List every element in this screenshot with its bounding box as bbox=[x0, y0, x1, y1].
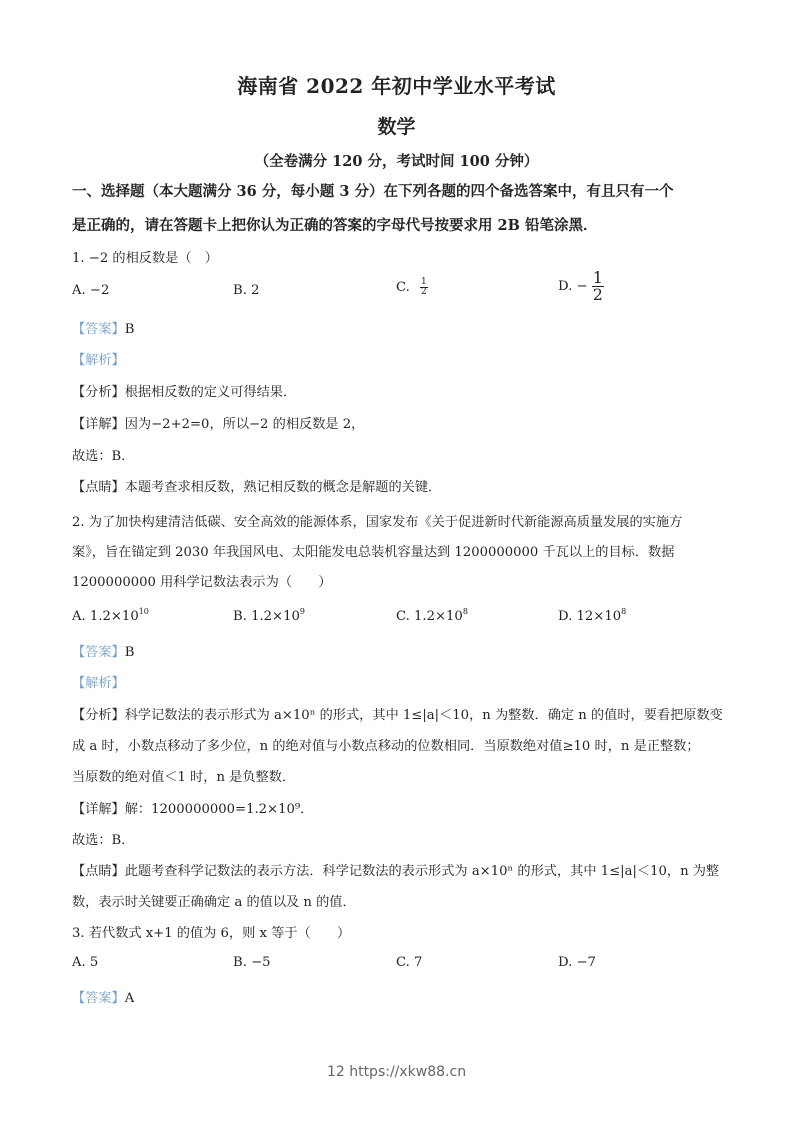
option-text: A. 1.2×10 bbox=[72, 609, 139, 624]
numerator: 1 bbox=[592, 268, 603, 287]
denominator: 2 bbox=[421, 287, 427, 297]
xiangjie-label: 【详解】 bbox=[72, 802, 125, 817]
section-heading-line1: 一、选择题（本大题满分 36 分，每小题 3 分）在下列各题的四个备选答案中，有且只有一个 bbox=[72, 183, 674, 200]
q1-analysis-label: 【解析】 bbox=[72, 353, 125, 368]
fenxi-text: 科学记数法的表示形式为 a×10ⁿ 的形式，其中 1≤|a|＜10，n 为整数．确定 n 的值时，要看把原数变 bbox=[124, 708, 723, 723]
q2-fenxi-line3: 当原数的绝对值＜1 时，n 是负整数． bbox=[72, 770, 296, 785]
dianjing-text: 本题考查求相反数，熟记相反数的概念是解题的关键． bbox=[124, 480, 442, 495]
dianjing-text: 此题考查科学记数法的表示方法．科学记数法的表示形式为 a×10ⁿ 的形式，其中 1≤|a|＜10，n 为整 bbox=[124, 864, 720, 879]
q1-option-d-label: D. − bbox=[558, 279, 588, 294]
exam-subject: 数学 bbox=[377, 116, 416, 138]
q1-option-c-label: C. bbox=[396, 280, 410, 295]
q3-option-a: A. 5 bbox=[72, 955, 99, 970]
q2-option-d bbox=[558, 607, 626, 624]
q2-option-a bbox=[72, 607, 149, 624]
option-text: D. 12×10 bbox=[558, 609, 622, 624]
q2-xiangjie bbox=[72, 798, 313, 817]
q3-option-d: D. −7 bbox=[558, 955, 596, 970]
xiangjie-label: 【详解】 bbox=[72, 417, 125, 432]
exponent: 8 bbox=[621, 607, 627, 616]
q2-stem-line1: 2. 为了加快构建清洁低碳、安全高效的能源体系，国家发布《关于促进新时代新能源高质量发展的实施方 bbox=[72, 515, 683, 530]
option-text: B. 1.2×10 bbox=[233, 609, 300, 624]
q2-stem-line3: 1200000000 用科学记数法表示为（ ） bbox=[72, 575, 332, 590]
q1-option-d bbox=[558, 270, 604, 303]
q2-dianjing-line2: 数，表示时关键要正确确定 a 的值以及 n 的值． bbox=[72, 895, 356, 910]
q1-answer bbox=[72, 318, 134, 337]
fenxi-text: 根据相反数的定义可得结果． bbox=[124, 385, 297, 400]
answer-value: B bbox=[124, 322, 135, 337]
exam-note: （全卷满分 120 分，考试时间 100 分钟） bbox=[254, 153, 539, 170]
xiangjie-text: 解：1200000000=1.2×10⁹． bbox=[124, 802, 314, 817]
fraction bbox=[420, 278, 428, 297]
exponent: 8 bbox=[462, 607, 468, 616]
q2-fenxi-line2: 成 a 时，小数点移动了多少位，n 的绝对值与小数点移动的位数相同．当原数绝对值≥10 时，n 是正整数； bbox=[72, 739, 700, 754]
q2-dianjing-line1 bbox=[72, 860, 719, 879]
option-text: C. 1.2×10 bbox=[396, 609, 463, 624]
q2-answer bbox=[72, 641, 134, 660]
q1-guxuan: 故选：B． bbox=[72, 449, 135, 464]
q2-option-b bbox=[233, 607, 305, 624]
q2-option-c bbox=[396, 607, 468, 624]
q1-xiangjie bbox=[72, 413, 364, 432]
page-footer[interactable]: 12 https://xkw88.cn bbox=[326, 1064, 467, 1080]
answer-label: 【答案】 bbox=[72, 322, 125, 337]
q1-stem: 1. −2 的相反数是（ ） bbox=[72, 251, 218, 266]
q1-option-b: B. 2 bbox=[233, 283, 260, 298]
q2-fenxi-line1 bbox=[72, 704, 723, 723]
answer-value: B bbox=[124, 645, 135, 660]
answer-label: 【答案】 bbox=[72, 645, 125, 660]
xiangjie-text: 因为−2+2=0，所以−2 的相反数是 2， bbox=[124, 417, 365, 432]
q1-fenxi bbox=[72, 381, 296, 400]
q2-analysis-label: 【解析】 bbox=[72, 676, 125, 691]
exam-title: 海南省 2022 年初中学业水平考试 bbox=[237, 74, 556, 98]
fenxi-label: 【分析】 bbox=[72, 385, 125, 400]
exponent: 10 bbox=[138, 607, 149, 616]
dianjing-label: 【点睛】 bbox=[72, 480, 125, 495]
q3-option-b: B. −5 bbox=[233, 955, 271, 970]
q1-option-a: A. −2 bbox=[72, 283, 110, 298]
q3-answer bbox=[72, 987, 134, 1006]
q1-dianjing bbox=[72, 476, 441, 495]
answer-label: 【答案】 bbox=[72, 991, 125, 1006]
fraction bbox=[592, 270, 604, 303]
numerator: 1 bbox=[421, 277, 427, 287]
fenxi-label: 【分析】 bbox=[72, 708, 125, 723]
answer-value: A bbox=[124, 991, 135, 1006]
section-heading-line2: 是正确的，请在答题卡上把你认为正确的答案的字母代号按要求用 2B 铅笔涂黑． bbox=[72, 217, 598, 234]
dianjing-label: 【点睛】 bbox=[72, 864, 125, 879]
q1-option-c bbox=[396, 278, 428, 297]
denominator: 2 bbox=[592, 285, 603, 304]
q2-guxuan: 故选：B． bbox=[72, 833, 135, 848]
exponent: 9 bbox=[299, 607, 305, 616]
q3-stem: 3. 若代数式 x+1 的值为 6，则 x 等于（ ） bbox=[72, 926, 351, 941]
q3-option-c: C. 7 bbox=[396, 955, 423, 970]
q2-stem-line2: 案》，旨在锚定到 2030 年我国风电、太阳能发电总装机容量达到 1200000000 千瓦以上的目标．数据 bbox=[72, 545, 675, 560]
